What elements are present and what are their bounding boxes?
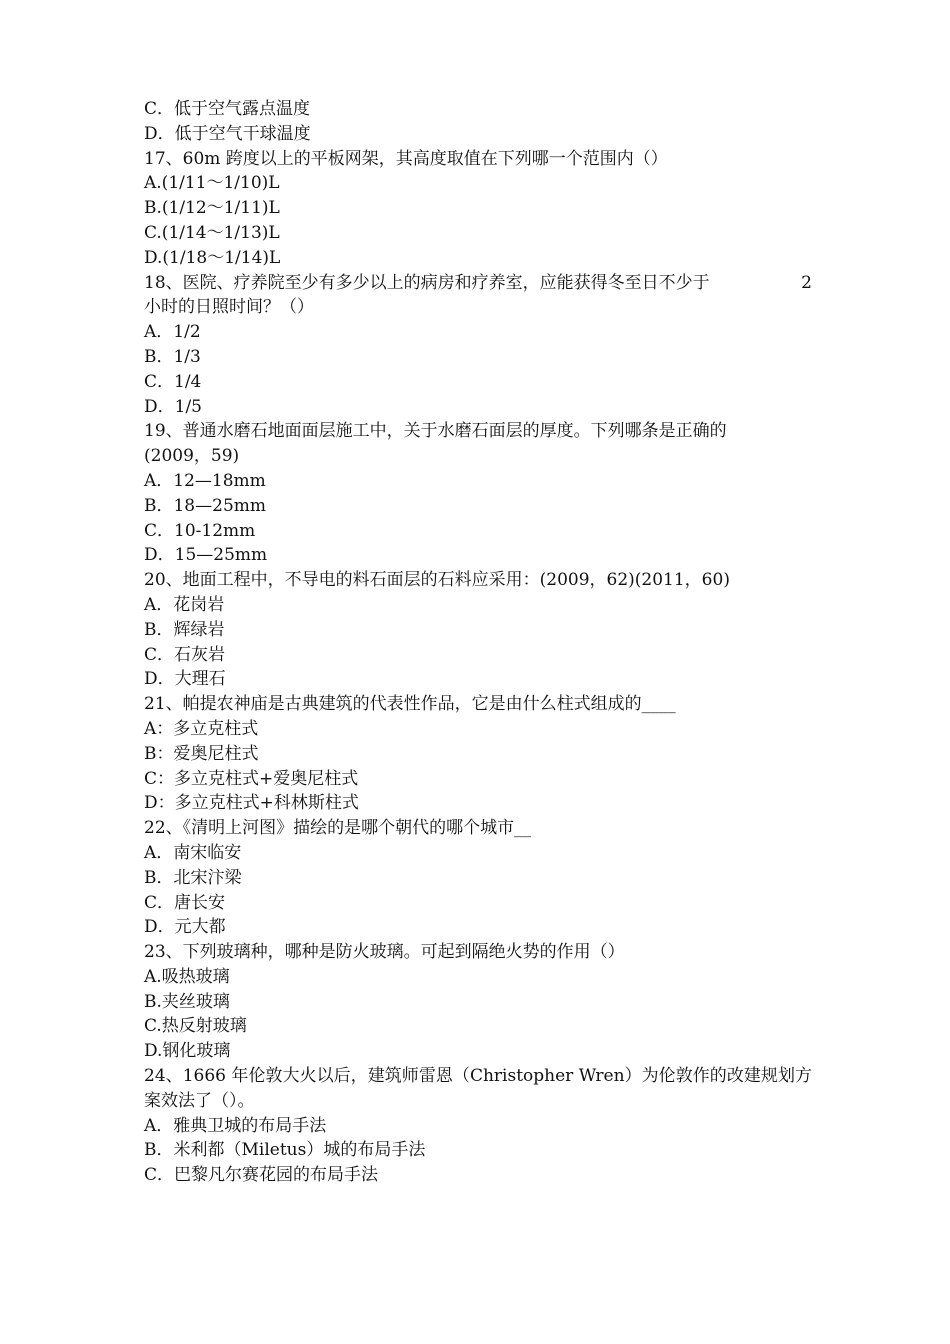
option-text: A．1/2 bbox=[144, 322, 201, 343]
option-text: B：爱奥尼柱式 bbox=[144, 743, 259, 764]
option-text: B．1/3 bbox=[144, 346, 201, 367]
question-18-number: 2 bbox=[801, 272, 812, 293]
option-text: C．巴黎凡尔赛花园的布局手法 bbox=[144, 1165, 379, 1186]
question-22: 22、《清明上河图》描绘的是哪个朝代的哪个城市__ bbox=[144, 818, 532, 839]
option-text: B．米利都（Miletus）城的布局手法 bbox=[144, 1140, 426, 1161]
option-text: D.钢化玻璃 bbox=[144, 1041, 231, 1062]
option-text: A.吸热玻璃 bbox=[144, 966, 230, 987]
question-23: 23、下列玻璃种，哪种是防火玻璃。可起到隔绝火势的作用（） bbox=[144, 942, 625, 963]
question-24: 24、1666 年伦敦大火以后，建筑师雷恩（Christopher Wren）为伦敦作的改建规划方案效法了（）。 bbox=[144, 1066, 812, 1111]
option-text: D．大理石 bbox=[144, 669, 226, 690]
option-text: C．低于空气露点温度 bbox=[144, 99, 311, 119]
option-text: A．12—18mm bbox=[144, 470, 266, 491]
option-text: B.夹丝玻璃 bbox=[144, 991, 230, 1012]
option-text: A．雅典卫城的布局手法 bbox=[144, 1115, 327, 1136]
document-body bbox=[144, 97, 812, 1188]
option-text: B．18—25mm bbox=[144, 495, 266, 516]
option-text: C.(1/14～1/13)L bbox=[144, 222, 280, 243]
question-21: 21、帕提农神庙是古典建筑的代表性作品，它是由什么柱式组成的____ bbox=[144, 694, 676, 715]
question-18-line-2: 小时的日照时间？（） bbox=[144, 297, 314, 318]
question-18-line-1 bbox=[144, 271, 812, 296]
option-text: A．花岗岩 bbox=[144, 594, 225, 615]
question-19: 19、普通水磨石地面面层施工中，关于水磨石面层的厚度。下列哪条是正确的 bbox=[144, 421, 727, 442]
option-text: B．辉绿岩 bbox=[144, 619, 225, 640]
question-19-source: (2009，59) bbox=[144, 446, 240, 467]
option-text: D.(1/18～1/14)L bbox=[144, 247, 281, 268]
question-20: 20、地面工程中，不导电的料石面层的石料应采用：(2009，62)(2011，60) bbox=[144, 570, 730, 591]
option-text: A．南宋临安 bbox=[144, 842, 242, 863]
option-text: C.热反射玻璃 bbox=[144, 1016, 247, 1037]
option-text: D．1/5 bbox=[144, 396, 202, 417]
option-text: D：多立克柱式+科林斯柱式 bbox=[144, 793, 359, 814]
question-17: 17、60m 跨度以上的平板网架，其高度取值在下列哪一个范围内（） bbox=[144, 148, 668, 169]
option-text: A.(1/11～1/10)L bbox=[144, 173, 280, 194]
option-text: D．低于空气干球温度 bbox=[144, 123, 311, 144]
option-text: A：多立克柱式 bbox=[144, 718, 259, 739]
option-text: B．北宋汴梁 bbox=[144, 867, 242, 888]
option-text: C．10-12mm bbox=[144, 520, 256, 541]
option-text: D．元大都 bbox=[144, 917, 226, 938]
option-text: C．1/4 bbox=[144, 371, 202, 392]
option-text: C．石灰岩 bbox=[144, 644, 226, 665]
option-text: C：多立克柱式+爱奥尼柱式 bbox=[144, 768, 359, 789]
option-text: B.(1/12～1/11)L bbox=[144, 198, 280, 219]
question-18-text: 18、医院、疗养院至少有多少以上的病房和疗养室，应能获得冬至日不少于 bbox=[144, 272, 710, 293]
option-text: D．15—25mm bbox=[144, 545, 268, 566]
option-text: C．唐长安 bbox=[144, 892, 226, 913]
